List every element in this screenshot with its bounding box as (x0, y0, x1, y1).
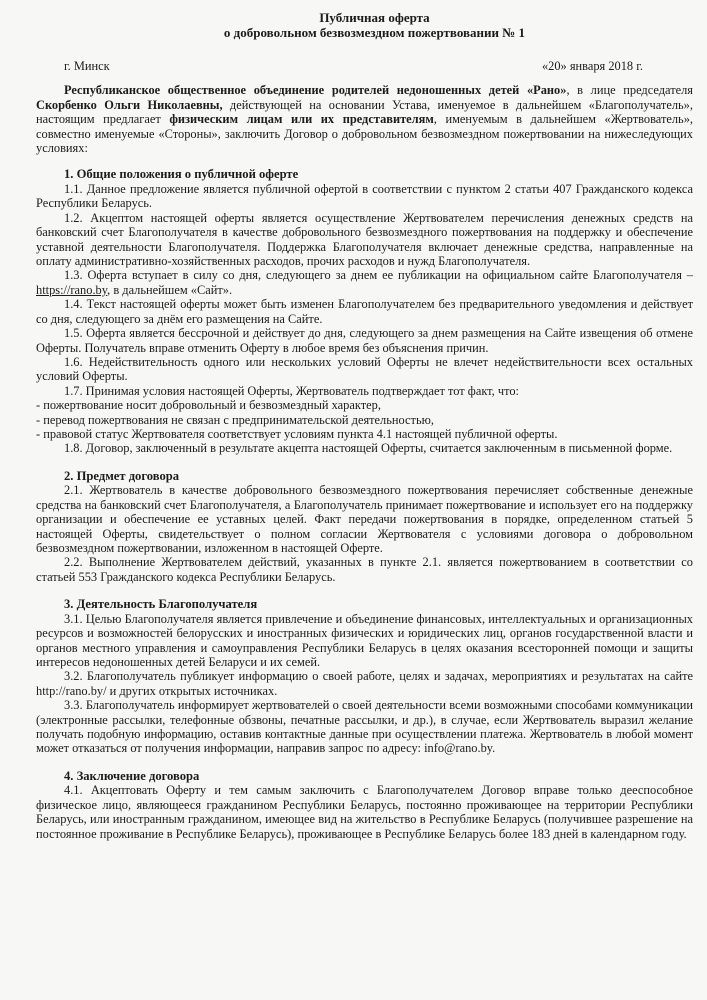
clause-1-6: 1.6. Недействительность одного или нескольких условий Оферты не влечет недействительности всех остальных условий Оферты. (36, 354, 693, 384)
preamble-text-3: , именуемым в дальнейшем «Жертвователь», совместно именуемые «Стороны», заключить Договор о добровольном безвозмездном пожертвовании на нижеследующих условиях: (36, 112, 693, 156)
section-2 (36, 469, 693, 584)
list-item: - пожертвование носит добровольный и безвозмездный характер, (36, 398, 381, 413)
title-line-2: о добровольном безвозмездном пожертвовании № 1 (223, 25, 526, 40)
document-title (56, 10, 693, 40)
clause-1-5: 1.5. Оферта является бессрочной и действует до дня, следующего за днем размещения на Сайте извещения об отмене Оферты. Получатель вправе отменить Оферту в любое время без объяснения причин. (36, 326, 693, 355)
clause-1-2: 1.2. Акцептом настоящей оферты является осуществление Жертвователем перечисления денежных средств на банковский счет Благополучателя в качестве добровольного безвозмездного пожертвования на поддержку и обеспечение уставной деятельности Благополучателя. Поддержка Благополучателя включает денежные средства, направленные на оплату административно-хозяйственных расходов, прочих расходов и нужд Благополучателя. (36, 210, 693, 269)
clause-3-1: 3.1. Целью Благополучателя является привлечение и объединение финансовых, интеллектуальных и организационных ресурсов и возможностей белорусских и иностранных физических и юридических лиц, органов государственной власти и органов местного управления и самоуправления Республики Беларусь в целях оказания всесторонней помощи и защиты интересов недоношенных детей Беларуси и их семей. (36, 611, 693, 669)
list-item: - правовой статус Жертвователя соответствует условиям пункта 4.1 настоящей публичной оферты. (36, 426, 558, 441)
clause-3-2: 3.2. Благополучатель публикует информацию о своей работе, целях и задачах, мероприятиях и результатах на сайте http://rano.by/ и других открытых источниках. (36, 669, 693, 698)
date: «20» января 2018 г. (541, 59, 643, 73)
clause-2-2: 2.2. Выполнение Жертвователем действий, указанных в пункте 2.1. является пожертвованием в соответствии со статьей 553 Гражданского кодекса Республики Беларусь. (36, 555, 693, 584)
clause-1-3-text-b: , в дальнейшем «Сайт». (107, 282, 233, 297)
clause-3-3: 3.3. Благополучатель информирует жертвователей о своей деятельности всеми возможными способами коммуникации (электронные рассылки, телефонные обзвоны, печатные рассылки, и др.), в случае, если Жертвователь выразил желание получать подобную информацию, оставив контактные данные при осуществлении платежа. Жертвователь в любой момент может отказаться от получения информации, направив запрос по адресу: info@rano.by. (36, 698, 693, 756)
clause-1-4: 1.4. Текст настоящей оферты может быть изменен Благополучателем без предварительного уведомления и действует со дня, следующего за днём его размещения на Сайте. (36, 297, 693, 326)
clause-1-1: 1.1. Данное предложение является публичной офертой в соответствии с пунктом 2 статьи 407 Гражданского кодекса Республики Беларусь. (36, 182, 693, 211)
clause-2-1: 2.1. Жертвователь в качестве добровольного безвозмездного пожертвования перечисляет собственные денежные средства на банковский счет Благополучателя, а Благополучатель принимает пожертвование и использует его на поддержку организации и обеспечение ее уставных целей. Факт передачи пожертвования в порядке, определенном статьей 5 настоящей Оферты, свидетельствует о полном согласии Жертвователя с условиями договора о добровольном безвозмездном пожертвовании, изложенном в настоящей Оферте. (36, 483, 693, 555)
clause-1-8: 1.8. Договор, заключенный в результате акцепта настоящей Оферты, считается заключенным в письменной форме. (64, 441, 673, 456)
org-name: Республиканское общественное объединение родителей недоношенных детей «Рано» (64, 83, 567, 98)
city: г. Минск (64, 59, 110, 73)
section-3-heading: 3. Деятельность Благополучателя (64, 597, 258, 612)
section-1 (36, 167, 693, 455)
preamble (36, 83, 693, 155)
list-item: - перевод пожертвования не связан с предпринимательской деятельностью, (36, 412, 434, 427)
clause-1-7: 1.7. Принимая условия настоящей Оферты, Жертвователь подтверждает тот факт, что: (64, 383, 519, 398)
chair-name: Скорбенко Ольги Николаевны, (36, 97, 223, 112)
section-4-heading: 4. Заключение договора (64, 768, 200, 783)
section-3 (36, 597, 693, 756)
site-link[interactable]: https://rano.by (36, 282, 108, 297)
clause-1-3 (36, 268, 693, 297)
section-2-heading: 2. Предмет договора (64, 468, 180, 483)
title-line-1: Публичная оферта (319, 10, 430, 25)
addressees: физическим лицам или их представителям (169, 112, 434, 127)
preamble-text-2: действующей на основании Устава, именуемое в дальнейшем «Благополучатель», настоящим предлагает (36, 97, 693, 127)
place-date-row (64, 59, 643, 73)
preamble-text-1: , в лице председателя (566, 83, 694, 98)
section-4 (36, 769, 693, 841)
section-1-heading: 1. Общие положения о публичной оферте (64, 167, 299, 182)
clause-4-1: 4.1. Акцептовать Оферту и тем самым заключить с Благополучателем Договор вправе только дееспособное физическое лицо, являющееся гражданином Республики Беларусь, постоянно проживающее на территории Республики Беларусь, или иностранным гражданином, имеющее вид на жительство в Республике Беларусь (получившее разрешение на постоянное проживание в Республике Беларусь), проживающее в Республике Беларусь более 183 дней в календарном году. (36, 783, 693, 841)
clause-1-3-text-a: 1.3. Оферта вступает в силу со дня, следующего за днем ее публикации на официальном сайте Благополучателя – (64, 268, 693, 283)
